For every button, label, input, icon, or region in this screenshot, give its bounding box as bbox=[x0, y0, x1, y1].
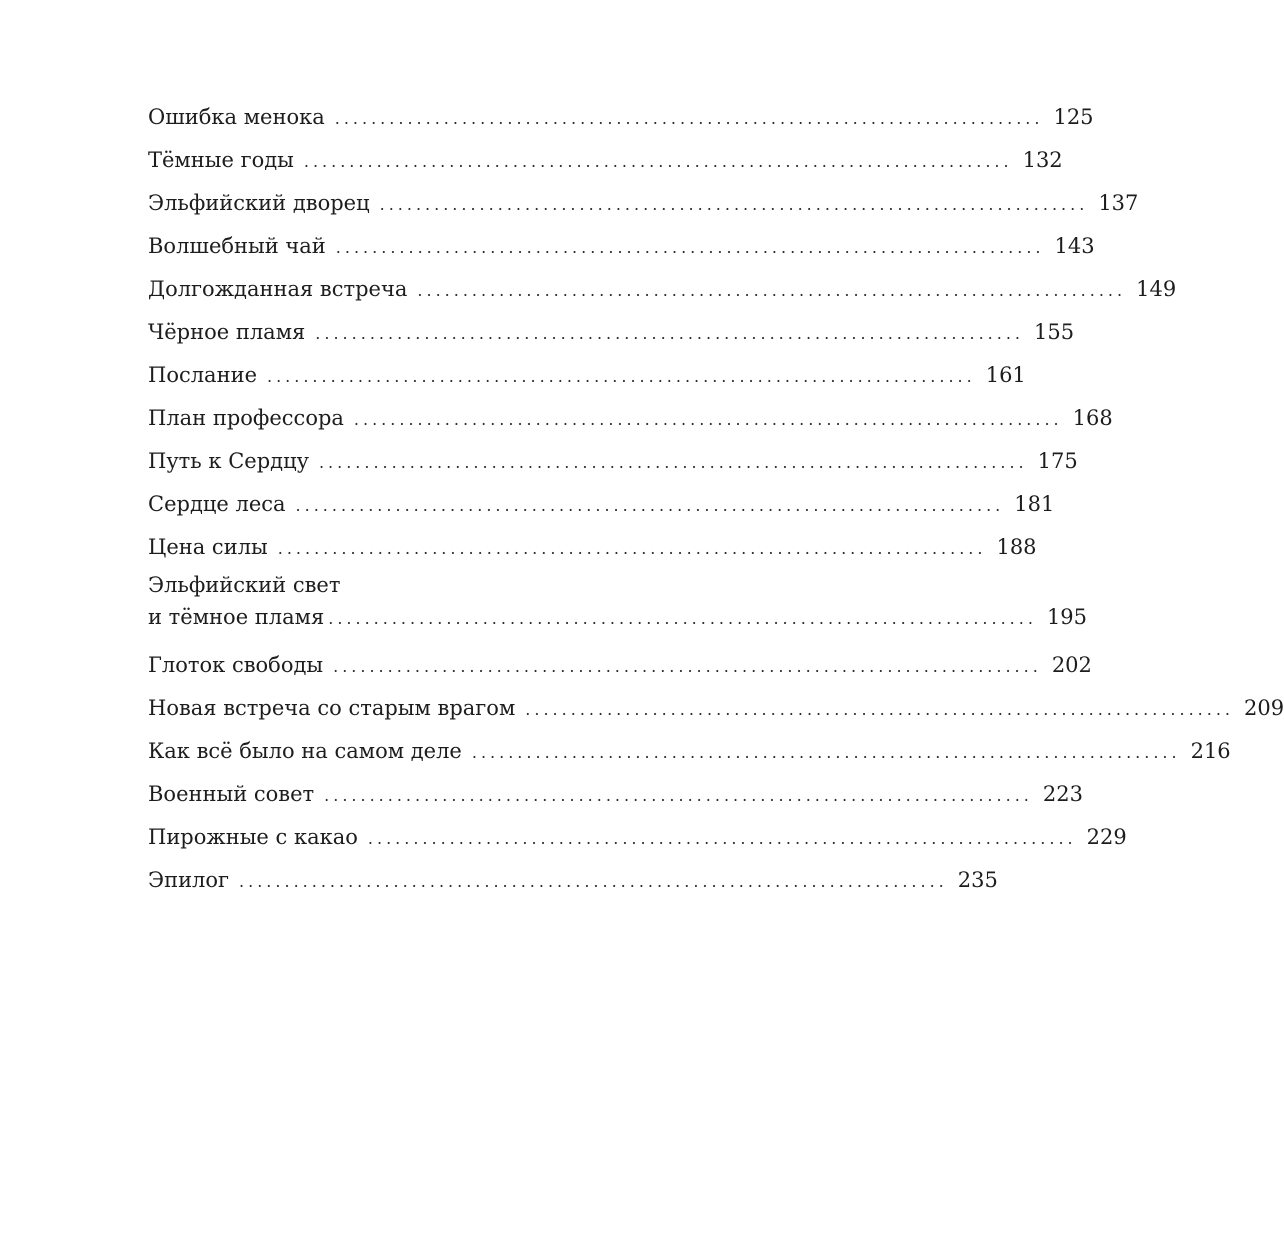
dot-leader: .............................................................................. bbox=[471, 743, 1181, 762]
toc-entry-title: Тёмные годы bbox=[148, 148, 294, 172]
toc-entry[interactable] bbox=[148, 687, 1284, 730]
toc-entry-title: Волшебный чай bbox=[148, 234, 326, 258]
toc-entry-title-line2: и тёмное пламя bbox=[148, 605, 325, 629]
toc-entry-page: 229 bbox=[1086, 825, 1127, 849]
toc-entry-page: 161 bbox=[985, 363, 1026, 387]
toc-entry-title: Цена силы bbox=[148, 535, 268, 559]
toc-entry[interactable] bbox=[148, 397, 1113, 440]
toc-entry-title: Военный совет bbox=[148, 782, 315, 806]
toc-entry[interactable] bbox=[148, 526, 1037, 569]
toc-entry[interactable] bbox=[148, 96, 1094, 139]
toc-entry-title: Глоток свободы bbox=[148, 653, 324, 677]
dot-leader: .............................................................................. bbox=[328, 609, 1037, 628]
toc-entry-page: 175 bbox=[1037, 449, 1078, 473]
dot-leader: .............................................................................. bbox=[417, 281, 1127, 300]
toc-entry[interactable] bbox=[148, 483, 1055, 526]
toc-entry-title: Эльфийский дворец bbox=[148, 191, 370, 215]
toc-entry[interactable] bbox=[148, 354, 1026, 397]
toc-entry[interactable] bbox=[148, 268, 1177, 311]
toc-entry-page: 149 bbox=[1136, 277, 1177, 301]
toc-entry-title: Новая встреча со старым врагом bbox=[148, 696, 516, 720]
toc-entry-page: 223 bbox=[1042, 782, 1083, 806]
toc-entry-page: 132 bbox=[1022, 148, 1063, 172]
toc-entry-title: Долгожданная встреча bbox=[148, 277, 408, 301]
toc-entry-page: 168 bbox=[1072, 406, 1113, 430]
dot-leader: .............................................................................. bbox=[525, 700, 1234, 719]
toc-entry-title: Чёрное пламя bbox=[148, 320, 306, 344]
table-of-contents bbox=[148, 96, 1284, 902]
dot-leader: .............................................................................. bbox=[315, 324, 1024, 343]
dot-leader: .............................................................................. bbox=[353, 410, 1063, 429]
toc-entry-page: 216 bbox=[1190, 739, 1231, 763]
dot-leader: .............................................................................. bbox=[318, 453, 1028, 472]
toc-entry-page: 143 bbox=[1054, 234, 1095, 258]
toc-entry[interactable] bbox=[148, 773, 1083, 816]
toc-entry-title: Послание bbox=[148, 363, 257, 387]
toc-entry[interactable] bbox=[148, 569, 1088, 644]
toc-entry-title: Как всё было на самом деле bbox=[148, 739, 462, 763]
dot-leader: .............................................................................. bbox=[295, 496, 1005, 515]
toc-entry-title: Эпилог bbox=[148, 868, 230, 892]
dot-leader: .............................................................................. bbox=[379, 195, 1089, 214]
toc-entry[interactable] bbox=[148, 859, 998, 902]
toc-entry-page: 202 bbox=[1051, 653, 1092, 677]
dot-leader: .............................................................................. bbox=[277, 539, 987, 558]
toc-entry[interactable] bbox=[148, 730, 1231, 773]
toc-entry-title: Пирожные с какао bbox=[148, 825, 358, 849]
toc-entry-page: 137 bbox=[1098, 191, 1139, 215]
toc-entry-page: 155 bbox=[1034, 320, 1075, 344]
dot-leader: .............................................................................. bbox=[267, 367, 976, 386]
toc-entry[interactable] bbox=[148, 311, 1075, 354]
toc-entry-page: 195 bbox=[1046, 605, 1088, 629]
toc-entry[interactable] bbox=[148, 139, 1063, 182]
toc-entry-page: 188 bbox=[996, 535, 1037, 559]
toc-entry[interactable] bbox=[148, 182, 1139, 225]
toc-entry[interactable] bbox=[148, 816, 1127, 859]
dot-leader: .............................................................................. bbox=[335, 238, 1045, 257]
toc-entry-title: План профессора bbox=[148, 406, 344, 430]
toc-entry[interactable] bbox=[148, 440, 1078, 483]
toc-entry-title: Ошибка менока bbox=[148, 105, 325, 129]
toc-entry[interactable] bbox=[148, 644, 1092, 687]
toc-entry-page: 125 bbox=[1053, 105, 1094, 129]
toc-entry-title: Путь к Сердцу bbox=[148, 449, 309, 473]
dot-leader: .............................................................................. bbox=[333, 657, 1042, 676]
toc-entry-page: 209 bbox=[1244, 696, 1284, 720]
dot-leader: .............................................................................. bbox=[239, 872, 948, 891]
toc-entry-title: Сердце леса bbox=[148, 492, 286, 516]
dot-leader: .............................................................................. bbox=[367, 829, 1077, 848]
toc-entry-page: 235 bbox=[957, 868, 998, 892]
dot-leader: .............................................................................. bbox=[303, 152, 1013, 171]
toc-entry[interactable] bbox=[148, 225, 1095, 268]
toc-entry-page: 181 bbox=[1014, 492, 1055, 516]
toc-entry-title-line1: Эльфийский свет bbox=[148, 573, 341, 597]
dot-leader: .............................................................................. bbox=[324, 786, 1033, 805]
dot-leader: .............................................................................. bbox=[334, 109, 1044, 128]
